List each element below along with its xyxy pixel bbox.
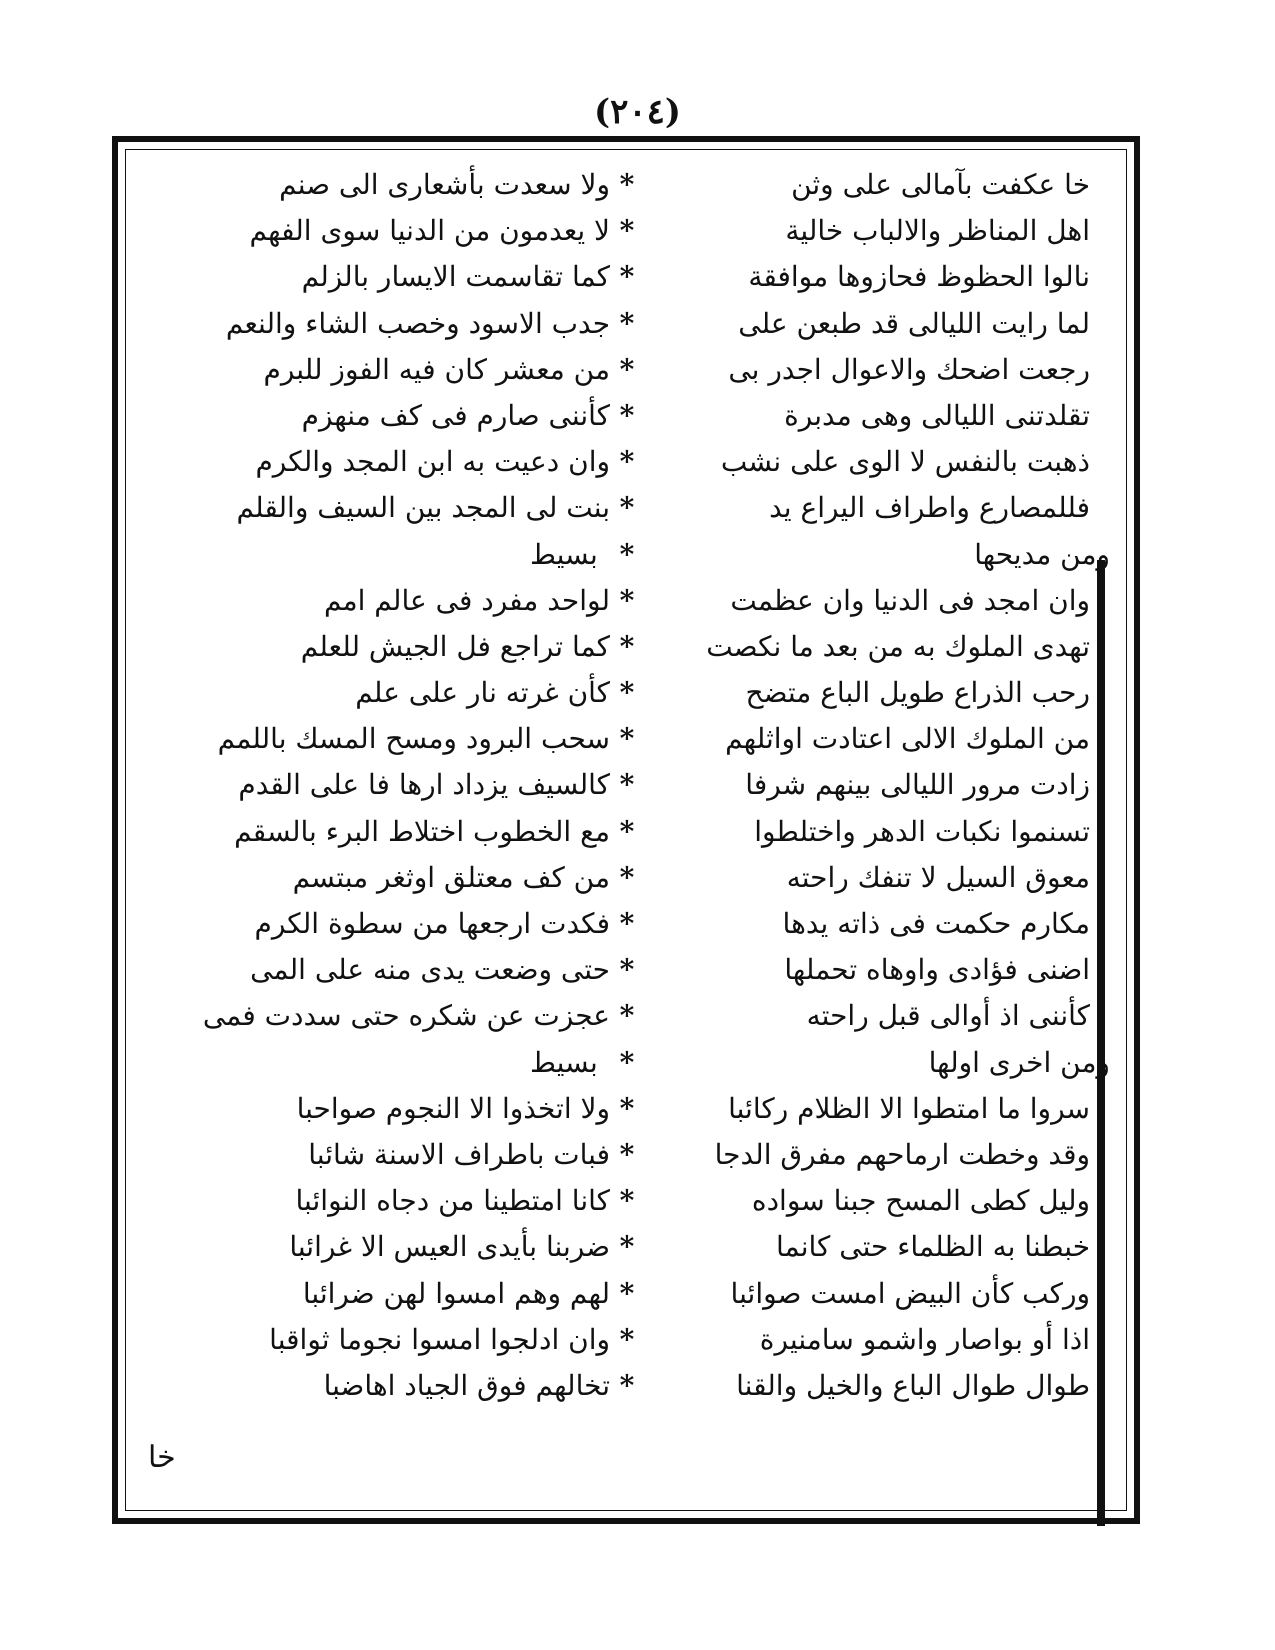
section-heading: [160, 1040, 1110, 1086]
separator-star: *: [619, 1137, 635, 1171]
verse-line: [160, 901, 1090, 947]
hemistich-first: من الملوك الالى اعتادت اواثلهم: [725, 722, 1090, 756]
verse-line: [160, 716, 1090, 762]
hemistich-first: تقلدتنى الليالى وهى مدبرة: [784, 398, 1090, 432]
page-number: (٢٠٤): [594, 92, 681, 132]
separator-star: *: [619, 722, 635, 756]
hemistich-second: كالسيف يزداد ارها فا على القدم: [238, 768, 610, 802]
hemistich-first: معوق السيل لا تنفك راحته: [786, 860, 1090, 894]
poem-body: [160, 162, 1110, 1409]
verse-line: [160, 1363, 1090, 1409]
hemistich-first: لما رايت الليالى قد طبعن على: [738, 306, 1090, 340]
hemistich-second: جدب الاسود وخصب الشاء والنعم: [225, 306, 610, 340]
hemistich-first: زادت مرور الليالى بينهم شرفا: [745, 768, 1090, 802]
hemistich-first: وان امجد فى الدنيا وان عظمت: [730, 583, 1090, 617]
verse-line: [160, 993, 1090, 1039]
catchword: خا: [148, 1440, 176, 1475]
verse-line: [160, 1132, 1090, 1178]
hemistich-second: وان دعيت به ابن المجد والكرم: [255, 445, 610, 479]
separator-star: *: [619, 1091, 635, 1125]
hemistich-second: كانا امتطينا من دجاه النوائبا: [295, 1184, 610, 1218]
hemistich-first: تسنموا نكبات الدهر واختلطوا: [754, 814, 1090, 848]
hemistich-first: تهدى الملوك به من بعد ما نكصت: [706, 629, 1090, 663]
hemistich-first: فللمصارع واطراف اليراع يد: [769, 491, 1090, 525]
hemistich-first: سروا ما امتطوا الا الظلام ركائبا: [728, 1091, 1090, 1125]
section-meter-label: بسيط: [530, 1045, 598, 1079]
hemistich-second: لواحد مفرد فى عالم امم: [323, 583, 610, 617]
separator-star: *: [619, 768, 635, 802]
hemistich-second: فبات باطراف الاسنة شائبا: [308, 1137, 610, 1171]
hemistich-first: ذهبت بالنفس لا الوى على نشب: [720, 445, 1090, 479]
separator-star: *: [619, 814, 635, 848]
poem-section-3: [160, 1086, 1090, 1409]
verse-line: [160, 393, 1090, 439]
hemistich-second: مع الخطوب اختلاط البرء بالسقم: [234, 814, 610, 848]
hemistich-second: كما تقاسمت الايسار بالزلم: [301, 260, 610, 294]
hemistich-first: وليل كطى المسح جبنا سواده: [751, 1184, 1090, 1218]
separator-star: *: [619, 999, 635, 1033]
verse-line: [160, 947, 1090, 993]
separator-star: *: [619, 1045, 635, 1079]
verse-line: [160, 578, 1090, 624]
separator-star: *: [619, 860, 635, 894]
section-heading: [160, 532, 1110, 578]
hemistich-first: مكارم حكمت فى ذاته يدها: [782, 907, 1090, 940]
verse-line: [160, 1271, 1090, 1317]
hemistich-second: كأننى صارم فى كف منهزم: [301, 398, 610, 432]
separator-star: *: [619, 306, 635, 340]
separator-star: *: [619, 537, 635, 571]
separator-star: *: [619, 676, 635, 710]
hemistich-first: طوال طوال الباع والخيل والقنا: [736, 1368, 1090, 1402]
hemistich-first: اهل المناظر والالباب خالية: [785, 214, 1090, 248]
separator-star: *: [619, 260, 635, 294]
separator-star: *: [619, 1184, 635, 1218]
verse-line: [160, 439, 1090, 485]
separator-star: *: [619, 583, 635, 617]
separator-star: *: [619, 1322, 635, 1356]
hemistich-first: وقد وخطت ارماحهم مفرق الدجا: [714, 1137, 1090, 1171]
separator-star: *: [619, 445, 635, 479]
verse-line: [160, 208, 1090, 254]
hemistich-second: ولا سعدت بأشعارى الى صنم: [279, 168, 610, 201]
section-meter-label: بسيط: [530, 537, 598, 571]
verse-line: [160, 855, 1090, 901]
hemistich-second: ضربنا بأيدى العيس الا غرائبا: [289, 1230, 610, 1264]
hemistich-first: خبطنا به الظلماء حتى كانما: [775, 1230, 1090, 1264]
verse-line: [160, 347, 1090, 393]
verse-line: [160, 624, 1090, 670]
hemistich-second: ولا اتخذوا الا النجوم صواحبا: [296, 1091, 610, 1125]
verse-line: [160, 1317, 1090, 1363]
separator-star: *: [619, 398, 635, 432]
hemistich-second: فكدت ارجعها من سطوة الكرم: [254, 907, 610, 940]
hemistich-first: نالوا الحظوظ فحازوها موافقة: [748, 260, 1090, 294]
separator-star: *: [619, 953, 635, 987]
hemistich-first: رحب الذراع طويل الباع متضح: [745, 676, 1090, 710]
separator-star: *: [619, 214, 635, 248]
separator-star: *: [619, 629, 635, 663]
poem-section-2: [160, 578, 1090, 1040]
verse-line: [160, 809, 1090, 855]
verse-line: [160, 670, 1090, 716]
verse-line: [160, 485, 1090, 531]
hemistich-first: اضنى فؤادى واوهاه تحملها: [784, 953, 1090, 987]
hemistich-second: تخالهم فوق الجياد اهاضبا: [323, 1368, 610, 1402]
separator-star: *: [619, 1276, 635, 1310]
hemistich-first: كأننى اذ أوالى قبل راحته: [806, 999, 1090, 1033]
hemistich-second: من معشر كان فيه الفوز للبرم: [263, 352, 610, 386]
poem-section-1: [160, 162, 1090, 532]
section-heading-label: ومن مديحها: [974, 537, 1110, 571]
separator-star: *: [619, 1230, 635, 1264]
verse-line: [160, 1178, 1090, 1224]
separator-star: *: [619, 1368, 635, 1402]
verse-line: [160, 162, 1090, 208]
separator-star: *: [619, 491, 635, 525]
hemistich-second: حتى وضعت يدى منه على المى: [250, 953, 610, 987]
hemistich-second: بنت لى المجد بين السيف والقلم: [236, 491, 610, 525]
hemistich-first: رجعت اضحك والاعوال اجدر بى: [728, 352, 1090, 386]
hemistich-second: وان ادلجوا امسوا نجوما ثواقبا: [269, 1322, 610, 1356]
verse-line: [160, 1086, 1090, 1132]
hemistich-first: وركب كأن البيض امست صوائبا: [730, 1276, 1090, 1310]
verse-line: [160, 1224, 1090, 1270]
hemistich-first: خا عكفت بآمالى على وثن: [791, 168, 1090, 201]
section-heading-label: ومن اخرى اولها: [928, 1045, 1110, 1079]
separator-star: *: [619, 907, 635, 940]
hemistich-second: سحب البرود ومسح المسك باللمم: [217, 722, 610, 756]
hemistich-second: كما تراجع فل الجيش للعلم: [300, 629, 610, 663]
hemistich-second: من كف معتلق اوثغر مبتسم: [292, 860, 610, 894]
separator-star: *: [619, 168, 635, 201]
hemistich-second: كأن غرته نار على علم: [355, 676, 610, 710]
verse-line: [160, 301, 1090, 347]
hemistich-first: اذا أو بواصار واشمو سامنيرة: [759, 1322, 1090, 1356]
verse-line: [160, 254, 1090, 300]
hemistich-second: لهم وهم امسوا لهن ضرائبا: [302, 1276, 610, 1310]
verse-line: [160, 762, 1090, 808]
hemistich-second: لا يعدمون من الدنيا سوى الفهم: [249, 214, 610, 248]
hemistich-second: عجزت عن شكره حتى سددت فمى: [202, 999, 610, 1033]
separator-star: *: [619, 352, 635, 386]
